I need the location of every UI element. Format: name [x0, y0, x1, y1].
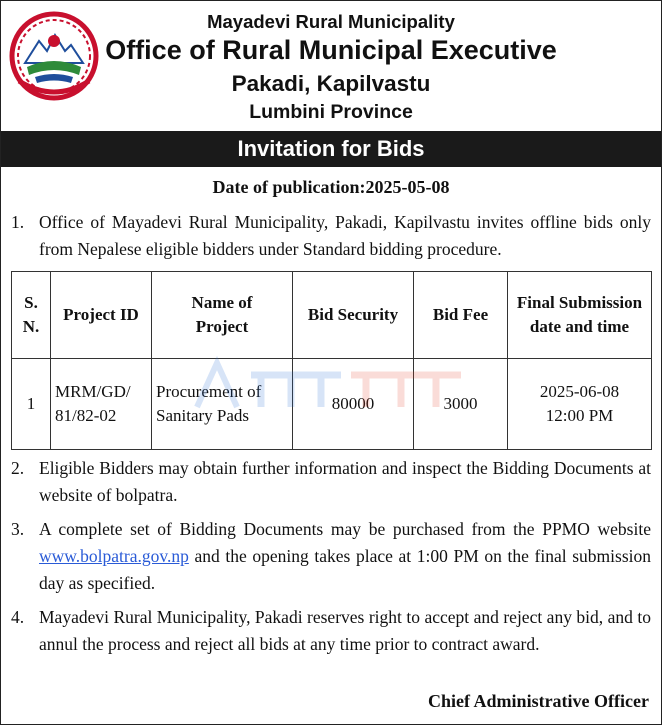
col-header-project-id: Project ID: [51, 272, 152, 359]
table-row: [12, 359, 652, 450]
signatory-title: Chief Administrative Officer: [428, 691, 649, 711]
cell-sn: 1: [12, 359, 51, 450]
municipality-name: Mayadevi Rural Municipality: [207, 11, 455, 32]
publication-date-label: Date of publication:: [212, 177, 366, 197]
publication-date-value: 2025-05-08: [365, 177, 450, 197]
item-text: Eligible Bidders may obtain further information and inspect the Bidding Documents at website of bolpatra.: [39, 458, 651, 505]
item-number: 4.: [11, 607, 25, 627]
item-number: 1.: [11, 212, 25, 232]
bids-table: [11, 271, 652, 450]
list-item: [11, 455, 651, 509]
item-text: A complete set of Bidding Documents may be purchased from the PPMO website www.bolpatra.gov.np and the opening takes place at 1:00 PM on the final submission day as specified.: [39, 519, 651, 593]
cell-bid-fee: 3000: [414, 359, 508, 450]
col-header-sn: S. N.: [12, 272, 51, 359]
col-header-name: Name of Project: [152, 272, 293, 359]
cell-project-id: MRM/GD/ 81/82-02: [51, 359, 152, 450]
header: [1, 1, 661, 131]
bolpatra-link[interactable]: www.bolpatra.gov.np: [39, 546, 189, 566]
table-header-row: [12, 272, 652, 359]
col-header-final-submission: Final Submission date and time: [508, 272, 652, 359]
office-title: Office of Rural Municipal Executive: [105, 35, 557, 65]
location: Pakadi, Kapilvastu: [231, 71, 431, 96]
col-header-bid-security: Bid Security: [293, 272, 414, 359]
province: Lumbini Province: [249, 101, 413, 123]
item-number: 2.: [11, 458, 25, 478]
item-number: 3.: [11, 519, 25, 539]
item-text: Office of Mayadevi Rural Municipality, Pakadi, Kapilvastu invites offline bids only from Nepalese eligible bidders under Standard bidding procedure.: [39, 212, 651, 259]
item-text: Mayadevi Rural Municipality, Pakadi reserves right to accept and reject any bid, and to annul the process and reject all bids at any time prior to contract award.: [39, 607, 651, 654]
col-header-bid-fee: Bid Fee: [414, 272, 508, 359]
list-item: [11, 209, 651, 263]
notice-title-banner: Invitation for Bids: [1, 131, 661, 167]
cell-bid-security: 80000: [293, 359, 414, 450]
cell-final-submission: 2025-06-08 12:00 PM: [508, 359, 652, 450]
publication-date: [1, 177, 661, 198]
cell-project-name: Procurement of Sanitary Pads: [152, 359, 293, 450]
list-item: [11, 604, 651, 658]
list-item: [11, 516, 651, 597]
